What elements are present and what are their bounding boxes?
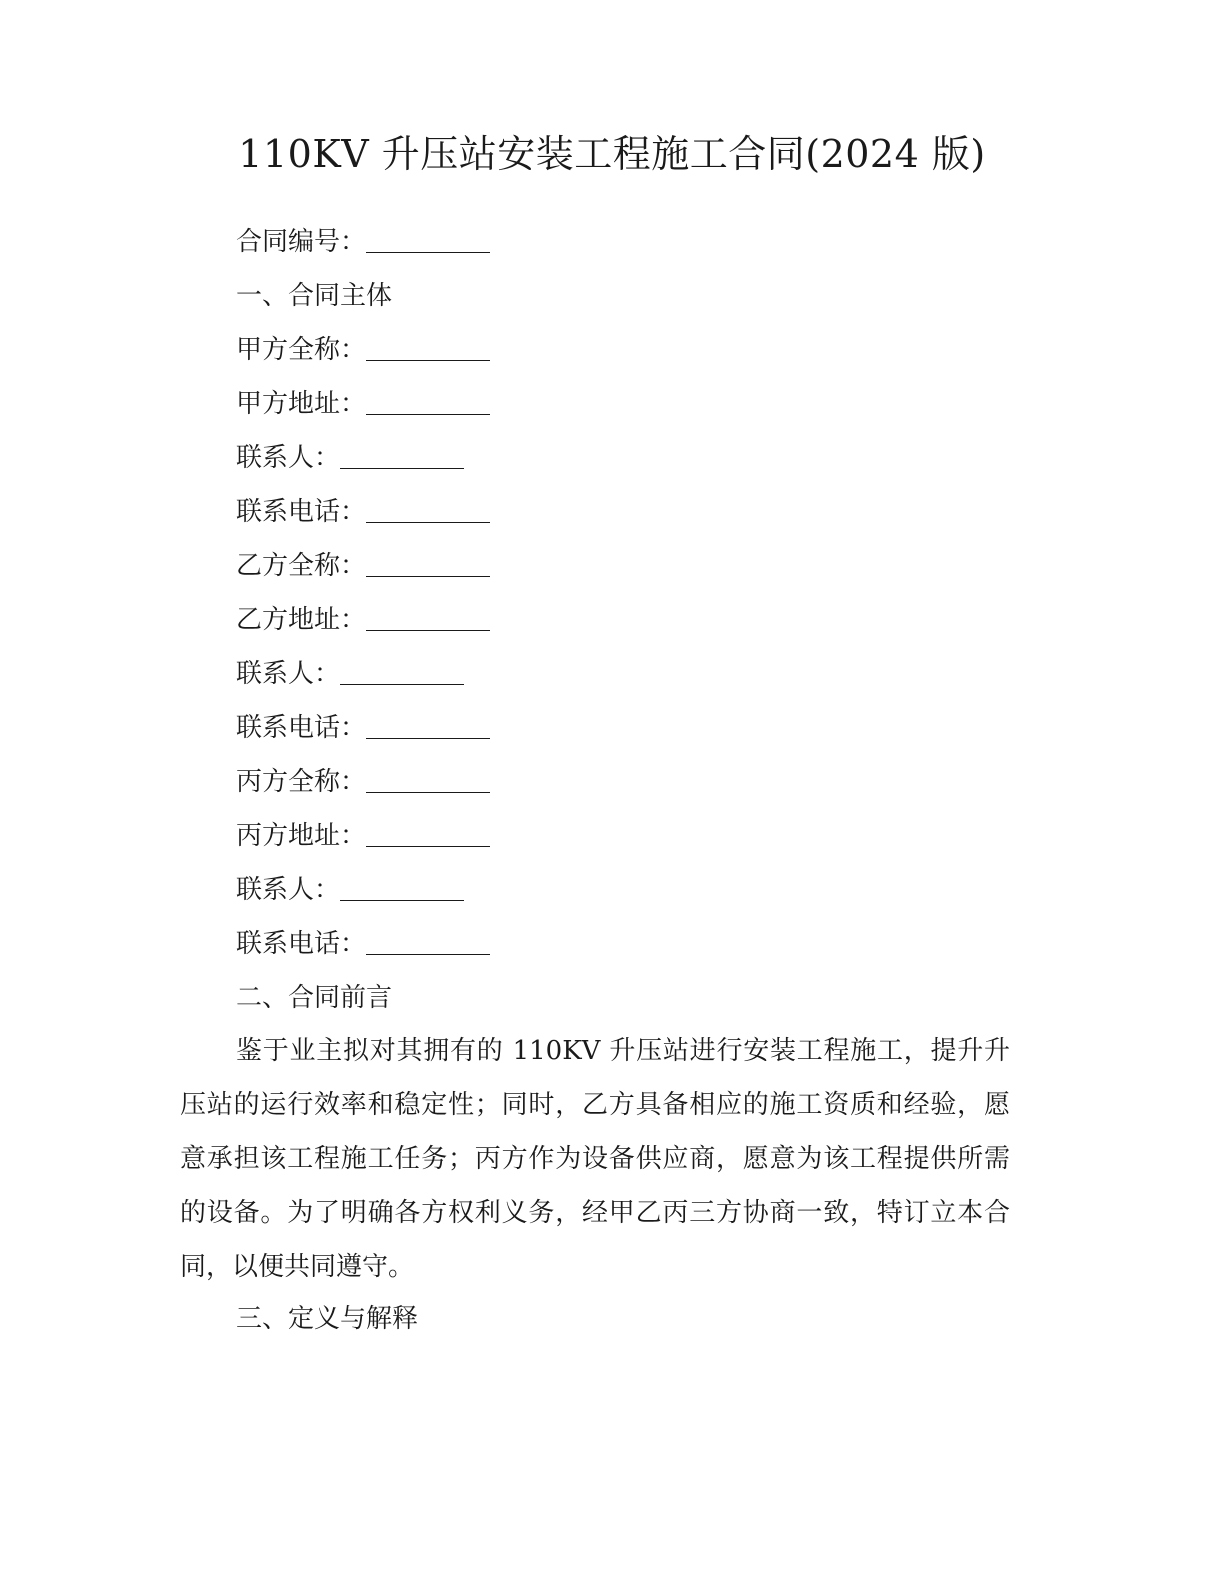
party-b-contact-line bbox=[236, 647, 1036, 701]
party-c-contact-line bbox=[236, 863, 1036, 917]
fill-blank bbox=[366, 388, 490, 415]
party-b-address-line bbox=[236, 593, 1036, 647]
fill-blank bbox=[366, 820, 490, 847]
section-heading-definitions: 三、定义与解释 bbox=[236, 1304, 419, 1334]
field-label: 甲方全称： bbox=[236, 335, 367, 365]
party-a-name-line bbox=[236, 323, 1036, 377]
document-title: 110KV 升压站安装工程施工合同(2024 版) bbox=[238, 132, 986, 176]
party-a-contact-line bbox=[236, 431, 1036, 485]
field-label: 联系电话： bbox=[236, 929, 367, 959]
party-c-name-line bbox=[236, 755, 1036, 809]
fill-blank bbox=[366, 766, 490, 793]
contract-fields bbox=[236, 215, 1036, 1025]
party-b-phone-line bbox=[236, 701, 1036, 755]
section-heading-parties bbox=[236, 269, 1036, 323]
section-heading: 一、合同主体 bbox=[236, 281, 393, 311]
section-heading-preamble bbox=[236, 971, 1036, 1025]
fill-blank bbox=[340, 658, 464, 685]
party-b-name-line bbox=[236, 539, 1036, 593]
contract-number-line bbox=[236, 215, 1036, 269]
field-label: 乙方全称： bbox=[236, 551, 367, 581]
fill-blank bbox=[366, 712, 490, 739]
party-a-phone-line bbox=[236, 485, 1036, 539]
party-c-phone-line bbox=[236, 917, 1036, 971]
field-label: 联系人： bbox=[236, 875, 341, 905]
fill-blank bbox=[366, 334, 490, 361]
field-label: 联系电话： bbox=[236, 497, 367, 527]
fill-blank bbox=[366, 928, 490, 955]
field-label: 丙方全称： bbox=[236, 767, 367, 797]
field-label: 甲方地址： bbox=[236, 389, 367, 419]
party-c-address-line bbox=[236, 809, 1036, 863]
fill-blank bbox=[340, 874, 464, 901]
field-label: 合同编号： bbox=[236, 227, 367, 257]
fill-blank bbox=[366, 496, 490, 523]
preamble-paragraph: 鉴于业主拟对其拥有的 110KV 升压站进行安装工程施工，提升升压站的运行效率和稳定性；同时，乙方具备相应的施工资质和经验，愿意承担该工程施工任务；丙方作为设备供应商，愿意为该工程提供所需的设备。为了明确各方权利义务，经甲乙丙三方协商一致，特订立本合同，以便共同遵守。 bbox=[180, 1036, 1010, 1282]
fill-blank bbox=[366, 604, 490, 631]
field-label: 丙方地址： bbox=[236, 821, 367, 851]
section-heading: 二、合同前言 bbox=[236, 983, 393, 1013]
fill-blank bbox=[366, 226, 490, 253]
fill-blank bbox=[366, 550, 490, 577]
field-label: 乙方地址： bbox=[236, 605, 367, 635]
field-label: 联系人： bbox=[236, 659, 341, 689]
field-label: 联系人： bbox=[236, 443, 341, 473]
field-label: 联系电话： bbox=[236, 713, 367, 743]
party-a-address-line bbox=[236, 377, 1036, 431]
fill-blank bbox=[340, 442, 464, 469]
